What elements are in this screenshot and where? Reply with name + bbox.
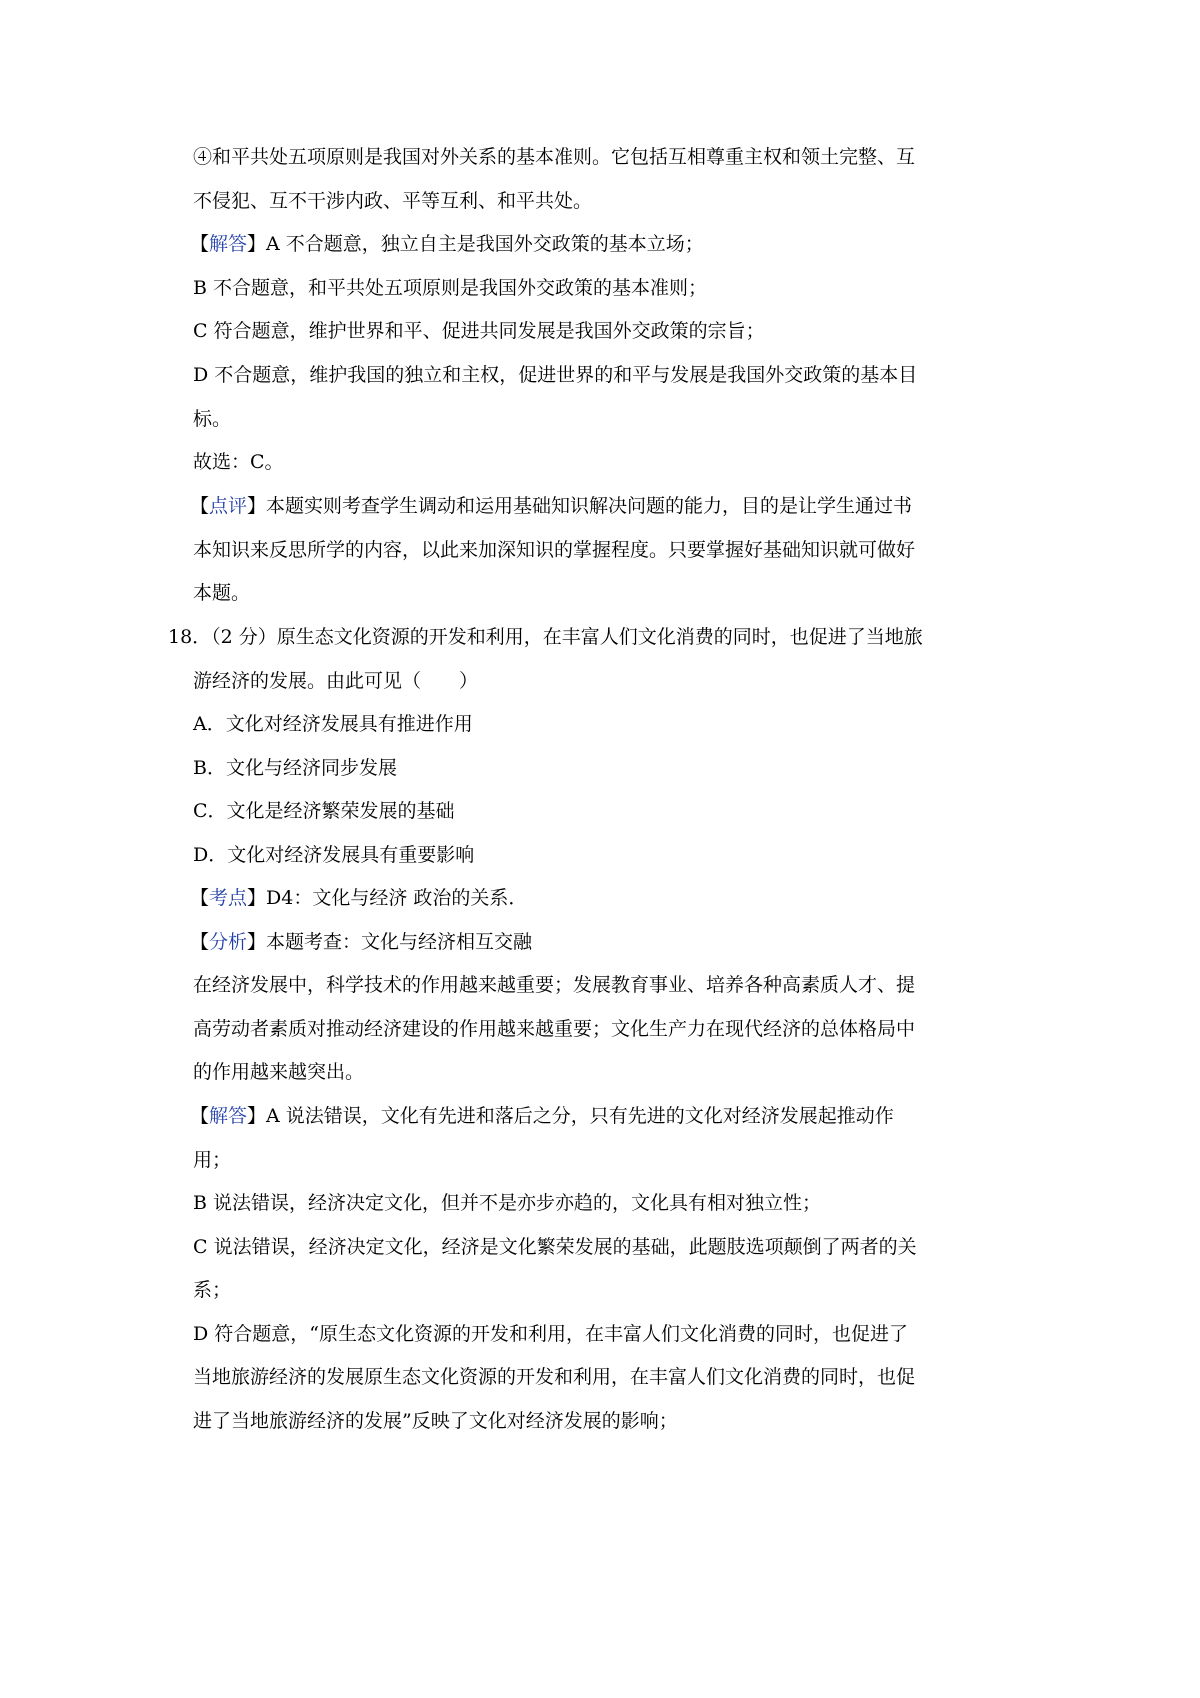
option-c: C．文化是经济繁荣发展的基础	[193, 800, 455, 822]
question-18-stem-2: 游经济的发展。由此可见（ ）	[193, 670, 479, 692]
bracket-close: 】	[247, 495, 267, 517]
fenxi-body-2: 高劳动者素质对推动经济建设的作用越来越重要；文化生产力在现代经济的总体格局中	[193, 1018, 916, 1040]
bracket-open: 【	[190, 495, 210, 517]
fenxi-tag: 分析	[209, 931, 248, 953]
kaodian-line	[190, 884, 527, 912]
kaodian-tag: 考点	[209, 887, 248, 909]
answer-choice: 故选：C。	[193, 451, 284, 473]
fenxi-body-3: 的作用越来越突出。	[193, 1061, 365, 1083]
answer-line-c: C 符合题意，维护世界和平、促进共同发展是我国外交政策的宗旨；	[193, 320, 765, 342]
q18-answer-text: A 说法错误，文化有先进和落后之分，只有先进的文化对经济发展起推动作	[266, 1105, 894, 1127]
bracket-close: 】	[247, 233, 267, 255]
fenxi-line	[190, 928, 532, 956]
answer-line-d-cont: 标。	[193, 408, 232, 430]
q18-answer-d: D 符合题意，“原生态文化资源的开发和利用，在丰富人们文化消费的同时，也促进了	[193, 1323, 908, 1345]
option-d: D．文化对经济发展具有重要影响	[193, 844, 475, 866]
option-a: A．文化对经济发展具有推进作用	[193, 713, 473, 735]
bracket-close: 】	[247, 931, 267, 953]
q18-answer-c-cont: 系；	[193, 1279, 232, 1301]
q18-answer-d-cont-1: 当地旅游经济的发展原生态文化资源的开发和利用，在丰富人们文化消费的同时，也促	[193, 1366, 916, 1388]
answer-tag: 解答	[209, 233, 248, 255]
question-18-stem-1: 18．（2 分）原生态文化资源的开发和利用，在丰富人们文化消费的同时，也促进了当地旅	[168, 626, 923, 648]
answer-line-d: D 不合题意，维护我国的独立和主权，促进世界的和平与发展是我国外交政策的基本目	[193, 364, 918, 386]
bracket-open: 【	[190, 233, 210, 255]
answer-line-a	[190, 230, 704, 258]
answer-text: A 不合题意，独立自主是我国外交政策的基本立场；	[266, 233, 704, 255]
q18-answer-d-cont-2: 进了当地旅游经济的发展”反映了文化对经济发展的影响；	[193, 1410, 678, 1432]
fenxi-text: 本题考查：文化与经济相互交融	[266, 931, 533, 953]
bracket-close: 】	[247, 887, 267, 909]
bracket-open: 【	[190, 1105, 210, 1127]
q18-answer-tag: 解答	[209, 1105, 248, 1127]
bracket-close: 】	[247, 1105, 267, 1127]
kaodian-text: D4：文化与经济 政治的关系．	[266, 887, 528, 909]
comment-tag: 点评	[209, 495, 248, 517]
bracket-open: 【	[190, 931, 210, 953]
q18-answer-line-a	[190, 1102, 894, 1130]
comment-line-3: 本题。	[193, 582, 251, 604]
q18-answer-c: C 说法错误，经济决定文化，经济是文化繁荣发展的基础，此题肢选项颠倒了两者的关	[193, 1236, 917, 1258]
answer-line-b: B 不合题意，和平共处五项原则是我国外交政策的基本准则；	[193, 277, 708, 299]
q18-answer-a-cont: 用；	[193, 1149, 232, 1171]
comment-text: 本题实则考查学生调动和运用基础知识解决问题的能力，目的是让学生通过书	[266, 495, 913, 517]
option-b: B．文化与经济同步发展	[193, 757, 397, 779]
comment-line-2: 本知识来反思所学的内容，以此来加深知识的掌握程度。只要掌握好基础知识就可做好	[193, 539, 916, 561]
q18-answer-b: B 说法错误，经济决定文化，但并不是亦步亦趋的，文化具有相对独立性；	[193, 1192, 822, 1214]
comment-line-1	[190, 492, 912, 520]
fenxi-body-1: 在经济发展中，科学技术的作用越来越重要；发展教育事业、培养各种高素质人才、提	[193, 974, 916, 996]
bracket-open: 【	[190, 887, 210, 909]
point4-line-2: 不侵犯、互不干涉内政、平等互利、和平共处。	[193, 190, 593, 212]
point4-line-1: ④和平共处五项原则是我国对外关系的基本准则。它包括互相尊重主权和领土完整、互	[193, 146, 916, 168]
